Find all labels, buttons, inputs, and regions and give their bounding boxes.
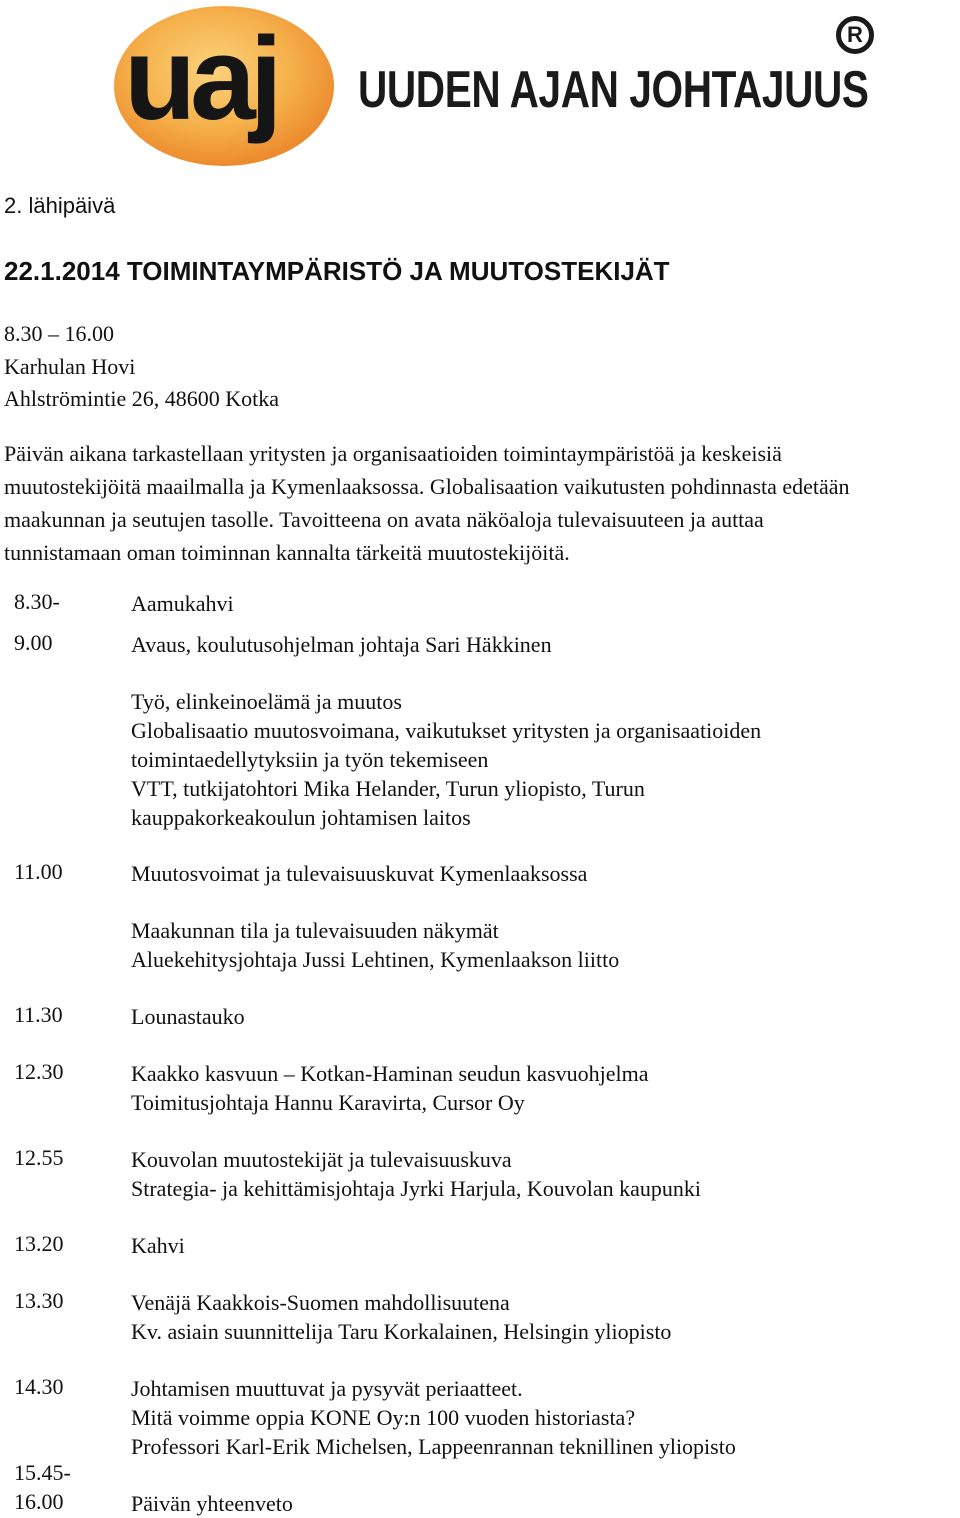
schedule-text: Maakunnan tila ja tulevaisuuden näkymät <box>131 918 499 943</box>
schedule-time: 11.30 <box>14 1002 63 1027</box>
schedule-text: Avaus, koulutusohjelman johtaja Sari Häkkinen <box>131 632 552 657</box>
logo <box>112 2 892 172</box>
schedule-time: 12.55 <box>14 1145 64 1170</box>
schedule-text: Kv. asiain suunnittelija Taru Korkalainen, Helsingin yliopisto <box>131 1319 672 1344</box>
schedule-text: VTT, tutkijatohtori Mika Helander, Turun yliopisto, Turun <box>131 776 645 801</box>
logo-wordmark: UUDEN AJAN JOHTAJUUS <box>358 61 869 119</box>
logo-mark: uaj <box>124 13 277 145</box>
schedule-text: toimintaedellytyksiin ja työn tekemiseen <box>131 747 489 772</box>
schedule-text: Työ, elinkeinoelämä ja muutos <box>131 689 402 714</box>
schedule-text: Kaakko kasvuun – Kotkan-Haminan seudun kasvuohjelma <box>131 1061 649 1086</box>
event-info <box>4 318 279 416</box>
event-time: 8.30 – 16.00 <box>4 321 114 346</box>
schedule-time: 13.20 <box>14 1231 64 1256</box>
registered-mark: R <box>836 16 874 54</box>
schedule-time: 9.00 <box>14 630 53 655</box>
schedule-text: Aluekehitysjohtaja Jussi Lehtinen, Kymenlaakson liitto <box>131 947 620 972</box>
day-label: 2. lähipäivä <box>4 193 116 218</box>
schedule-text: Venäjä Kaakkois-Suomen mahdollisuutena <box>131 1290 510 1315</box>
intro-line: tunnistamaan oman toiminnan kannalta tärkeitä muutostekijöitä. <box>4 540 570 565</box>
schedule-text: Kouvolan muutostekijät ja tulevaisuuskuva <box>131 1147 512 1172</box>
intro-line: muutostekijöitä maailmalla ja Kymenlaaksossa. Globalisaation vaikutusten pohdinnasta edetään <box>4 474 850 499</box>
page-title: 22.1.2014 TOIMINTAYMPÄRISTÖ JA MUUTOSTEKIJÄT <box>4 256 670 286</box>
schedule-time: 12.30 <box>14 1059 64 1084</box>
schedule-text: Professori Karl-Erik Michelsen, Lappeenrannan teknillinen yliopisto <box>131 1434 736 1459</box>
schedule-text: Johtamisen muuttuvat ja pysyvät periaatteet. <box>131 1376 523 1401</box>
intro-line: Päivän aikana tarkastellaan yritysten ja organisaatioiden toimintaympäristöä ja keskeisiä <box>4 441 782 466</box>
schedule-time: 15.45- <box>14 1460 71 1485</box>
schedule-text: Strategia- ja kehittämisjohtaja Jyrki Harjula, Kouvolan kaupunki <box>131 1176 702 1201</box>
schedule-text: Päivän yhteenveto <box>131 1491 293 1516</box>
event-venue: Karhulan Hovi <box>4 353 136 379</box>
schedule-text: Toimitusjohtaja Hannu Karavirta, Cursor Oy <box>131 1090 525 1115</box>
schedule-time: 13.30 <box>14 1288 64 1313</box>
intro-line: maakunnan ja seutujen tasolle. Tavoitteena on avata näköaloja tulevaisuuteen ja auttaa <box>4 507 764 532</box>
schedule-text: Aamukahvi <box>131 591 234 616</box>
schedule-time: 16.00 <box>14 1489 64 1514</box>
schedule-text: Kahvi <box>131 1233 185 1258</box>
schedule-text: Globalisaatio muutosvoimana, vaikutukset yritysten ja organisaatioiden <box>131 718 762 743</box>
schedule-text: Lounastauko <box>131 1004 245 1029</box>
schedule-time: 11.00 <box>14 859 63 884</box>
event-address: Ahlströmintie 26, 48600 Kotka <box>4 386 279 411</box>
schedule-time: 8.30- <box>14 589 60 614</box>
schedule-text: Muutosvoimat ja tulevaisuuskuvat Kymenlaaksossa <box>131 861 588 886</box>
schedule-text: Mitä voimme oppia KONE Oy:n 100 vuoden historiasta? <box>131 1405 636 1430</box>
schedule-text: kauppakorkeakoulun johtamisen laitos <box>131 805 471 830</box>
schedule-time: 14.30 <box>14 1374 64 1399</box>
intro-paragraph <box>4 437 960 569</box>
